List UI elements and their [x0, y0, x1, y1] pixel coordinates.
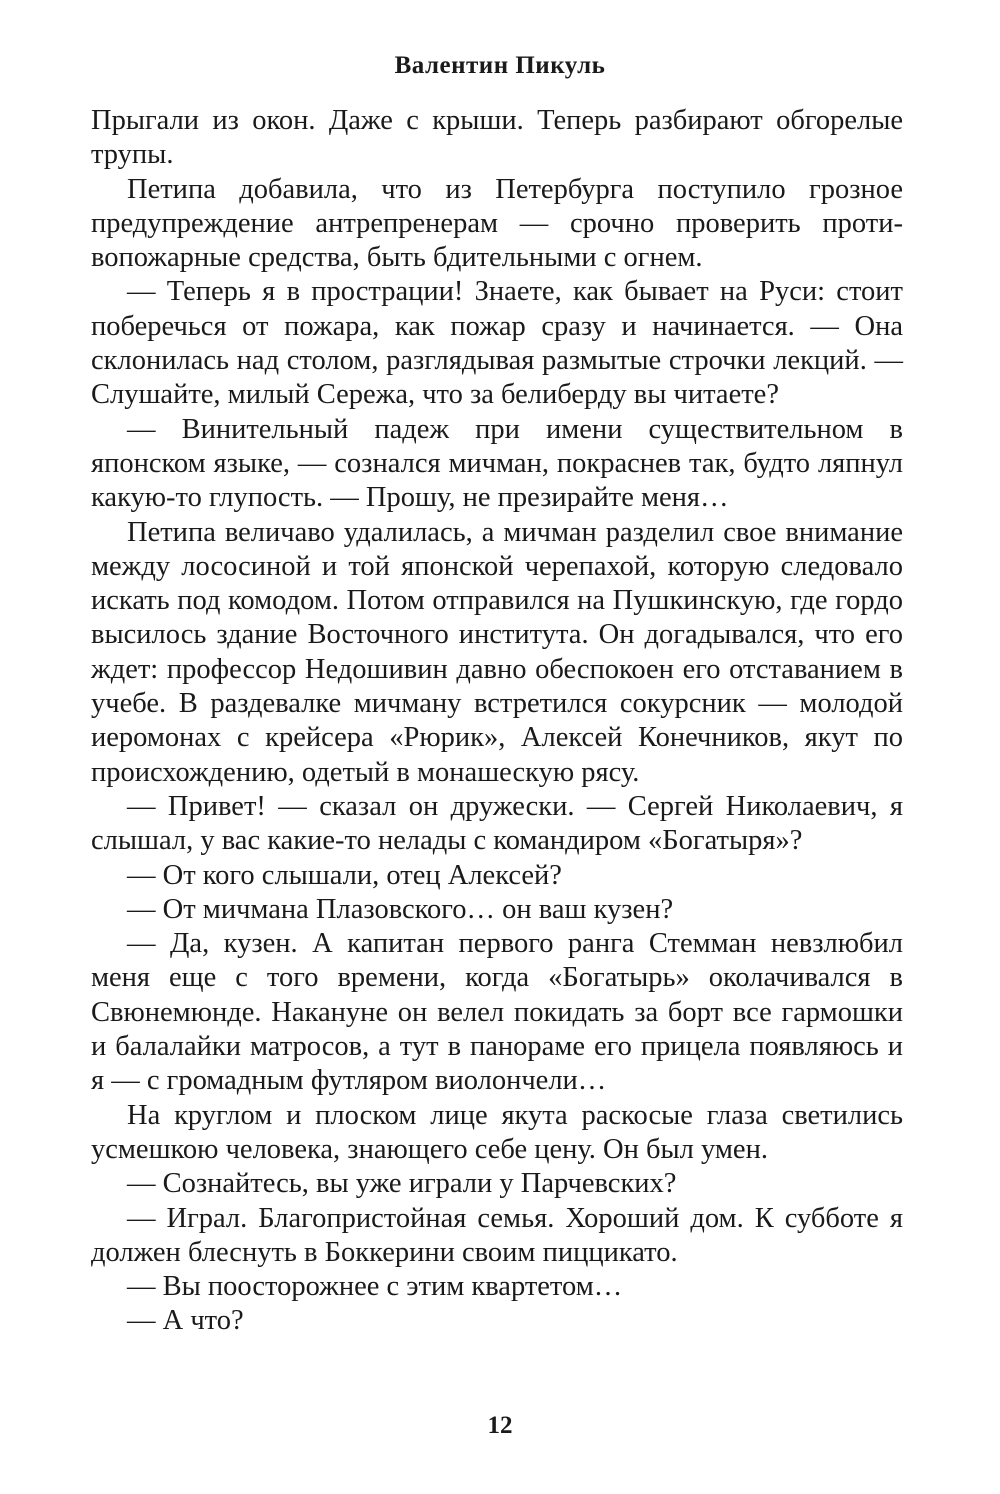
paragraph: — Вы поосторожнее с этим квартетом…: [127, 1271, 623, 1303]
body-text: [91, 104, 903, 1339]
paragraph: — Винительный падеж при имени существительном в японском языке, — сознался мичман, покраснев так, будто ляпнул какую-то глупость. — Прошу, не презирайте меня…: [91, 413, 903, 514]
paragraph: — Да, кузен. А капитан первого ранга Стемман невзлюбил меня еще с того времени, когда «Богатырь» околачивался в Свюнемюнде. Накануне он велел покидать за борт все гармошки и балалайки матросов, а тут в панораме его прицела появляюсь и я — с громадным футляром виолончели…: [91, 928, 903, 1097]
paragraph: — А что?: [127, 1305, 244, 1337]
paragraph: — Теперь я в прострации! Знаете, как бывает на Руси: стоит поберечься от пожара, как пожар сразу и начинается. — Она склонилась над столом, разглядывая размытые строчки лекций. — Слушайте, милый Сережа, что за белиберду вы читаете?: [91, 276, 903, 411]
paragraph: — Сознайтесь, вы уже играли у Парчевских?: [127, 1168, 677, 1200]
paragraph: — От мичмана Плазовского… он ваш кузен?: [127, 893, 674, 925]
paragraph: — Играл. Благопристойная семья. Хороший дом. К субботе я должен блеснуть в Боккерини своим пиццикато.: [91, 1202, 903, 1268]
paragraph: На круглом и плоском лице якута раскосые глаза светились усмешкою человека, знающего себе цену. Он был умен.: [91, 1099, 903, 1165]
paragraph: Петипа величаво удалилась, а мичман разделил свое внимание между лососиной и той японской черепахой, которую следовало искать под комодом. Потом отправился на Пушкинскую, где гордо высилось здание Восточного института. Он догадывался, что его ждет: профессор Недошивин давно обеспокоен его отставанием в учебе. В раздевалке мичману встретился сокурсник — молодой иеромонах с крейсера «Рюрик», Алексей Конечников, якут по происхождению, одетый в монашескую рясу.: [91, 516, 903, 788]
paragraph: Прыгали из окон. Даже с крыши. Теперь разбирают обгорелые трупы.: [91, 105, 903, 171]
page-number: 12: [487, 1412, 513, 1439]
paragraph: Петипа добавила, что из Петербурга поступило грозное предупреждение антрепренерам — срочно проверить противопожарные средства, быть бдительными с огнем.: [91, 173, 903, 274]
running-head-author: Валентин Пикуль: [394, 52, 606, 79]
paragraph: — Привет! — сказал он дружески. — Сергей Николаевич, я слышал, у вас какие-то нелады с командиром «Богатыря»?: [91, 790, 903, 857]
paragraph: — От кого слышали, отец Алексей?: [127, 859, 562, 891]
